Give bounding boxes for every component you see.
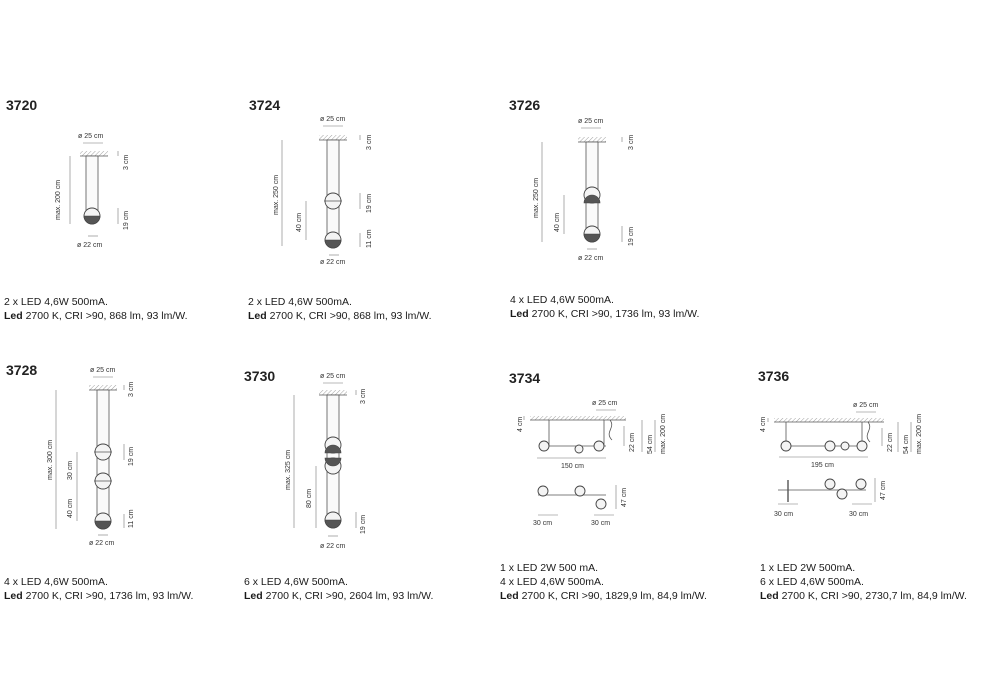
spec-line: Led 2700 K, CRI >90, 1736 lm, 93 lm/W. [510,308,700,320]
drawing-3730 [285,373,367,550]
spec-line: Led 2700 K, CRI >90, 2604 lm, 93 lm/W. [244,590,434,602]
ceiling-canopy [578,137,606,142]
dim-label: 22 cm [887,432,894,452]
globe [857,441,867,451]
spec-line: Led 2700 K, CRI >90, 2730,7 lm, 84,9 lm/W. [760,590,967,602]
product-code-3730: 3730 [244,368,276,384]
globe [781,441,791,451]
spec-line: 4 x LED 4,6W 500mA. [4,576,108,588]
dim-label: ø 22 cm [320,543,346,550]
dim-label: ø 22 cm [89,540,115,547]
dim-label: ø 22 cm [578,255,604,262]
dim-label: 3 cm [366,134,373,150]
globe [841,442,849,450]
globe [538,486,548,496]
ceiling-canopy [530,416,626,420]
dim-label: ø 25 cm [853,402,879,409]
product-code-3734: 3734 [509,370,541,386]
tube [327,395,339,520]
globe [575,445,583,453]
globe [856,479,866,489]
dim-label: 30 cm [533,520,553,527]
dim-label: 47 cm [621,487,628,507]
ceiling-canopy [89,385,117,390]
dim-label: 4 cm [760,416,767,432]
dim-label: max. 200 cm [916,413,923,454]
dim-label: ø 25 cm [578,118,604,125]
dim-label: 19 cm [123,210,130,230]
globe [596,499,606,509]
dim-label: 40 cm [67,498,74,518]
globe [825,441,835,451]
spec-line: 6 x LED 4,6W 500mA. [760,576,864,588]
dim-label: 11 cm [128,509,135,528]
dim-label: 19 cm [366,193,373,213]
product-code-3736: 3736 [758,368,790,384]
dim-label: max. 200 cm [55,179,62,220]
dim-label: 19 cm [628,226,635,246]
spec-line: Led 2700 K, CRI >90, 1736 lm, 93 lm/W. [4,590,194,602]
dim-label: 4 cm [517,416,524,432]
globe [575,486,585,496]
dim-label: 40 cm [296,212,303,232]
dim-label: ø 25 cm [78,133,104,140]
dim-label: max. 200 cm [660,413,667,454]
product-code-3720: 3720 [6,97,38,113]
product-code-3726: 3726 [509,97,541,113]
dim-label: 54 cm [903,434,910,454]
drawing-3728 [47,367,135,547]
dim-label: 80 cm [306,488,313,508]
dim-label: 150 cm [561,463,584,470]
dim-label: 3 cm [628,134,635,150]
dim-label: ø 22 cm [320,259,346,266]
dim-label: 195 cm [811,462,834,469]
globe [825,479,835,489]
dim-label: 3 cm [123,154,130,170]
spec-line: 2 x LED 4,6W 500mA. [248,296,352,308]
dim-label: 19 cm [360,514,367,534]
dim-label: 30 cm [591,520,611,527]
dim-label: 30 cm [67,460,74,480]
dim-label: 3 cm [360,388,367,404]
dim-label: 47 cm [880,480,887,500]
ceiling-canopy [80,151,108,156]
dim-label: 3 cm [128,381,135,397]
dim-label: max. 250 cm [533,177,540,218]
spec-line: 1 x LED 2W 500 mA. [500,562,599,574]
spec-line: 4 x LED 4,6W 500mA. [510,294,614,306]
drawing-3734 [517,400,667,527]
tube [327,140,339,240]
drawing-3736 [760,402,923,518]
dim-label: ø 25 cm [320,116,346,123]
drawing-3726 [533,118,635,262]
dim-label: 11 cm [366,229,373,248]
ceiling-canopy [319,135,347,140]
dim-label: 54 cm [647,434,654,454]
drawing-3720 [55,133,130,249]
spec-line: 2 x LED 4,6W 500mA. [4,296,108,308]
spec-line: 4 x LED 4,6W 500mA. [500,576,604,588]
globe [594,441,604,451]
dim-label: 19 cm [128,446,135,466]
dim-label: ø 25 cm [320,373,346,380]
dim-label: 40 cm [554,212,561,232]
globe [837,489,847,499]
dim-label: max. 250 cm [273,174,280,215]
ceiling-canopy [319,390,347,395]
dim-label: ø 22 cm [77,242,103,249]
dim-label: 22 cm [629,432,636,452]
globe [539,441,549,451]
dim-label: 30 cm [774,511,794,518]
drawing-3724 [273,116,373,266]
spec-line: 1 x LED 2W 500mA. [760,562,856,574]
ceiling-canopy [774,418,884,422]
tube [86,156,98,216]
spec-line: Led 2700 K, CRI >90, 868 lm, 93 lm/W. [248,310,432,322]
spec-line: 6 x LED 4,6W 500mA. [244,576,348,588]
spec-line: Led 2700 K, CRI >90, 868 lm, 93 lm/W. [4,310,188,322]
dim-label: max. 300 cm [47,439,54,480]
spec-line: Led 2700 K, CRI >90, 1829,9 lm, 84,9 lm/W. [500,590,707,602]
product-code-3724: 3724 [249,97,281,113]
dim-label: ø 25 cm [90,367,116,374]
dim-label: max. 325 cm [285,449,292,490]
dim-label: 30 cm [849,511,869,518]
product-code-3728: 3728 [6,362,38,378]
dim-label: ø 25 cm [592,400,618,407]
